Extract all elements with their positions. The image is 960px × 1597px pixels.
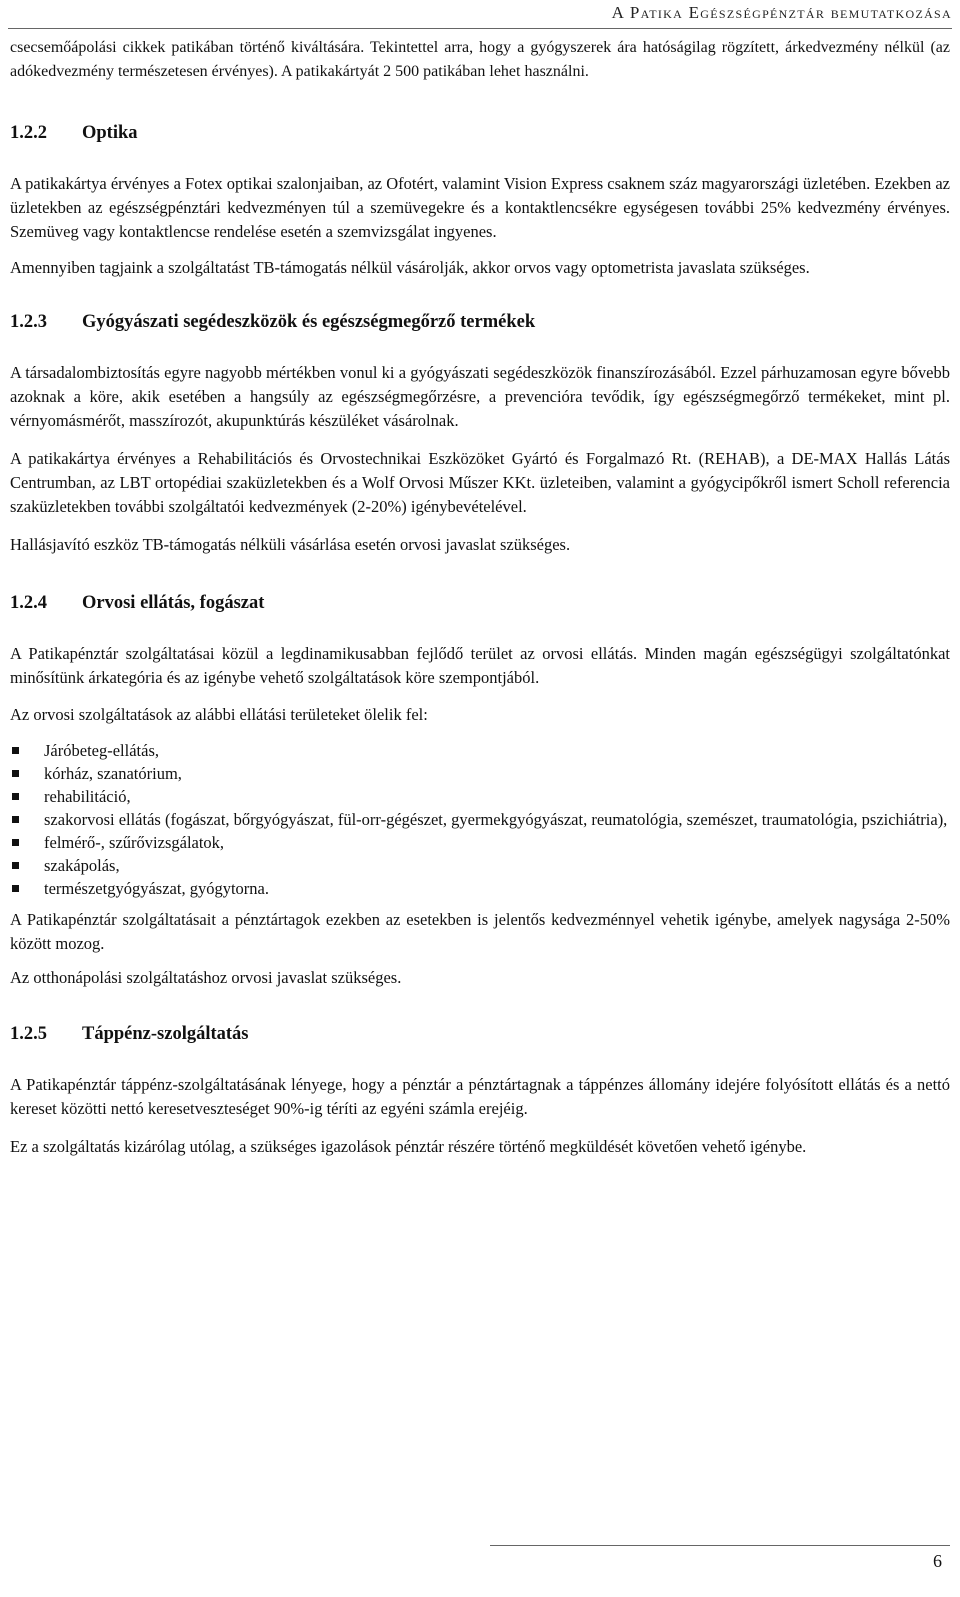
paragraph: Az otthonápolási szolgáltatáshoz orvosi javaslat szükséges. (10, 968, 402, 987)
paragraph: A Patikapénztár táppénz-szolgáltatásának lényege, hogy a pénztár a pénztártagnak a táppénzes állomány idejére folyósított ellátás és a nettó kereset közötti nettó keresetveszteséget 90%-ig téríti az egyéni számla erejéig. (10, 1075, 950, 1118)
bullet-square-icon (12, 816, 19, 823)
section-number: 1.2.2 (10, 123, 47, 143)
paragraph: A Patikapénztár szolgáltatásai közül a legdinamikusabban fejlődő terület az orvosi ellátás. Minden magán egészségügyi szolgáltatónkat minősítünk árkategória és az igénybe vehető szolgáltatások köre szempontjából. (10, 644, 950, 687)
section-title: Gyógyászati segédeszközök és egészségmegőrző termékek (82, 312, 536, 332)
paragraph: A társadalombiztosítás egyre nagyobb mértékben vonul ki a gyógyászati segédeszközök finanszírozásából. Ezzel párhuzamosan egyre bővebb azoknak a köre, akik esetében a hangsúly az egészségmegőrzésre, a prevencióra tevődik, így egészségmegőrző termékeket, mint pl. vérnyomásmérőt, masszírozót, akupunktúrás készüléket vásárolnak. (10, 363, 950, 430)
list-item: rehabilitáció, (10, 785, 950, 808)
bullet-square-icon (12, 862, 19, 869)
list-item: szakápolás, (10, 854, 950, 877)
bullet-square-icon (12, 793, 19, 800)
page-number: 6 (933, 1551, 942, 1571)
list-item: kórház, szanatórium, (10, 762, 950, 785)
section-title: Táppénz-szolgáltatás (82, 1024, 249, 1044)
paragraph: A patikakártya érvényes a Fotex optikai szalonjaiban, az Ofotért, valamint Vision Express csaknem száz magyarországi üzletében. Ezekben az üzletekben az egészségpénztári kedvezményen túl a szemüvegekre és a kontaktlencsékre egységesen további 25% kedvezmény érvényes. Szemüveg vagy kontaktlencse rendelése esetén a szemvizsgálat ingyenes. (10, 174, 950, 241)
paragraph: A Patikapénztár szolgáltatásait a pénztártagok ezekben az esetekben is jelentős kedvezménnyel vehetik igénybe, amelyek nagysága 2-50% között mozog. (10, 910, 950, 953)
bullet-square-icon (12, 839, 19, 846)
paragraph: Amennyiben tagjaink a szolgáltatást TB-támogatás nélkül vásárolják, akkor orvos vagy optometrista javaslata szükséges. (10, 258, 810, 277)
section-title: Orvosi ellátás, fogászat (82, 593, 265, 613)
section-heading-segedeszkozok (10, 310, 950, 334)
paragraph: Hallásjavító eszköz TB-támogatás nélküli vásárlása esetén orvosi javaslat szükséges. (10, 535, 571, 554)
paragraph: Az orvosi szolgáltatások az alábbi ellátási területeket ölelik fel: (10, 705, 428, 724)
section-number: 1.2.5 (10, 1024, 47, 1044)
list-item: Járóbeteg-ellátás, (10, 739, 950, 762)
intro-paragraph: csecsemőápolási cikkek patikában történő kiváltására. Tekintettel arra, hogy a gyógyszerek ára hatóságilag rögzített, árkedvezmény nélkül (az adókedvezmény természetesen érvényes). A patikakártyát 2 500 patikában lehet használni. (10, 39, 950, 80)
bullet-square-icon (12, 885, 19, 892)
section-heading-optika (10, 121, 950, 145)
page-content (10, 36, 950, 1159)
section-heading-orvosi-ellatas (10, 591, 950, 615)
section-heading-tappenz (10, 1022, 950, 1046)
list-item: felmérő-, szűrővizsgálatok, (10, 831, 950, 854)
section-title: Optika (82, 123, 138, 143)
list-item: természetgyógyászat, gyógytorna. (10, 877, 950, 900)
bullet-square-icon (12, 747, 19, 754)
footer-rule (490, 1545, 950, 1546)
service-area-list (10, 739, 950, 900)
bullet-square-icon (12, 770, 19, 777)
list-item: szakorvosi ellátás (fogászat, bőrgyógyászat, fül-orr-gégészet, gyermekgyógyászat, reumatológia, szemészet, traumatológia, pszichiátria), (10, 808, 950, 831)
running-header: A Patika Egészségpénztár bemutatkozása (8, 2, 952, 29)
paragraph: A patikakártya érvényes a Rehabilitációs és Orvostechnikai Eszközöket Gyártó és Forgalmazó Rt. (REHAB), a DE-MAX Hallás Látás Centrumban, az LBT ortopédiai szaküzletekben és a Wolf Orvosi Műszer KKt. üzleteiben, valamint a gyógycipőkről ismert Scholl referencia szaküzletekben további szolgáltatói kedvezmények (2-20%) igénybevételével. (10, 449, 950, 516)
section-number: 1.2.4 (10, 593, 47, 613)
section-number: 1.2.3 (10, 312, 47, 332)
paragraph: Ez a szolgáltatás kizárólag utólag, a szükséges igazolások pénztár részére történő megküldését követően vehető igénybe. (10, 1137, 807, 1156)
